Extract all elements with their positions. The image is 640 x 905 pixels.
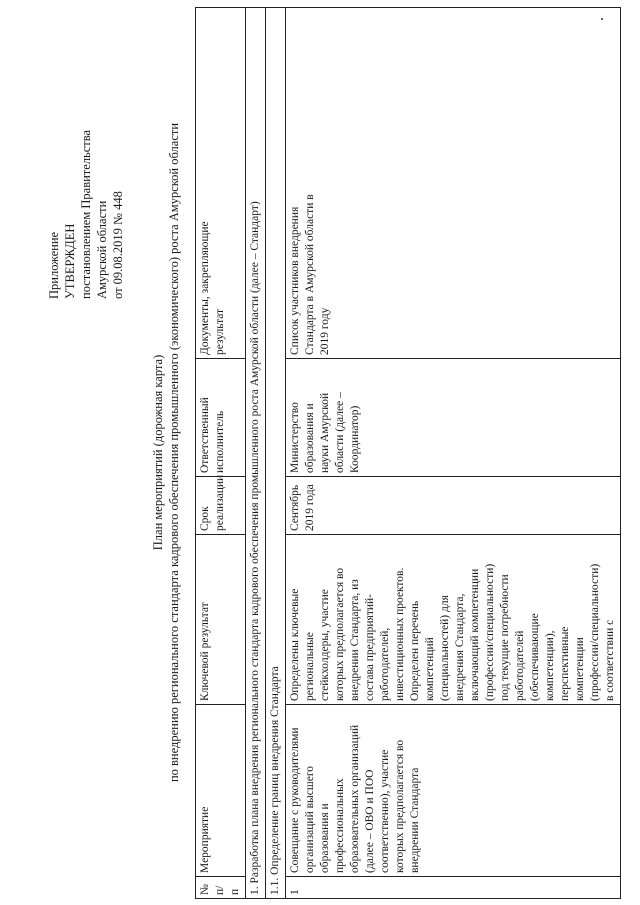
section-row-1-1 (266, 8, 286, 899)
plan-table (195, 7, 621, 899)
row-term: Сентябрь 2019 года (286, 477, 621, 535)
section-1-1-label: 1.1. Определение границ внедрения Стандарта (266, 8, 286, 899)
header-term: Срок реализации (196, 477, 246, 535)
header-executor: Ответственный исполнитель (196, 359, 246, 477)
header-result: Ключевой результат (196, 535, 246, 705)
approval-region: Амурской области (95, 200, 109, 299)
header-num: № п/п (196, 877, 246, 899)
row-num: 1 (286, 877, 621, 899)
approval-date-number: от 09.08.2019 № 448 (111, 191, 125, 299)
title-line-1: План мероприятий (дорожная карта) (151, 354, 165, 551)
row-executor: Министерство образования и науки Амурской области (далее – Координатор) (286, 359, 621, 477)
approval-approved: УТВЕРЖДЕН (63, 223, 77, 299)
row-documents: Список участников внедрения Стандарта в Амурской области в 2019 году (286, 8, 621, 359)
row-event: Совещание с руководителями организаций высшего образования и профессиональных образовательных организаций (далее – ОВО и ПОО соответственно), участие которых предполагается во внедрении Стандарта (286, 705, 621, 877)
section-row-1 (246, 8, 266, 899)
header-documents: Документы, закрепляющие результат (196, 8, 246, 359)
header-event: Мероприятие (196, 705, 246, 877)
approval-stamp (46, 19, 126, 299)
approval-resolution: постановлением Правительства (79, 129, 93, 299)
table-header-row (196, 8, 246, 899)
document-title (150, 40, 182, 865)
title-line-2: по внедрению регионального стандарта кадрового обеспечения промышленного (экономического) роста Амурской области (167, 122, 181, 783)
approval-appendix: Приложение (47, 231, 61, 299)
row-result: Определены ключевые региональные стейкхолдеры, участие которых предполагается во внедрении Стандарта, из состава предприятий- работодателей, инвестиционных проектов. Определен перечень компетенций (специальностей) для внедрения Стандарта, включающий компетенции (профессии/специальности) под текущие потребности работодателей (обеспечивающие компетенции), перспективные компетенции (профессии/специальности) в соответствии с (286, 535, 621, 705)
section-1-label: 1. Разработка плана внедрения регионального стандарта кадрового обеспечения промышленного роста Амурской области (далее – Стандарт) (246, 8, 266, 899)
table-row (286, 8, 621, 899)
